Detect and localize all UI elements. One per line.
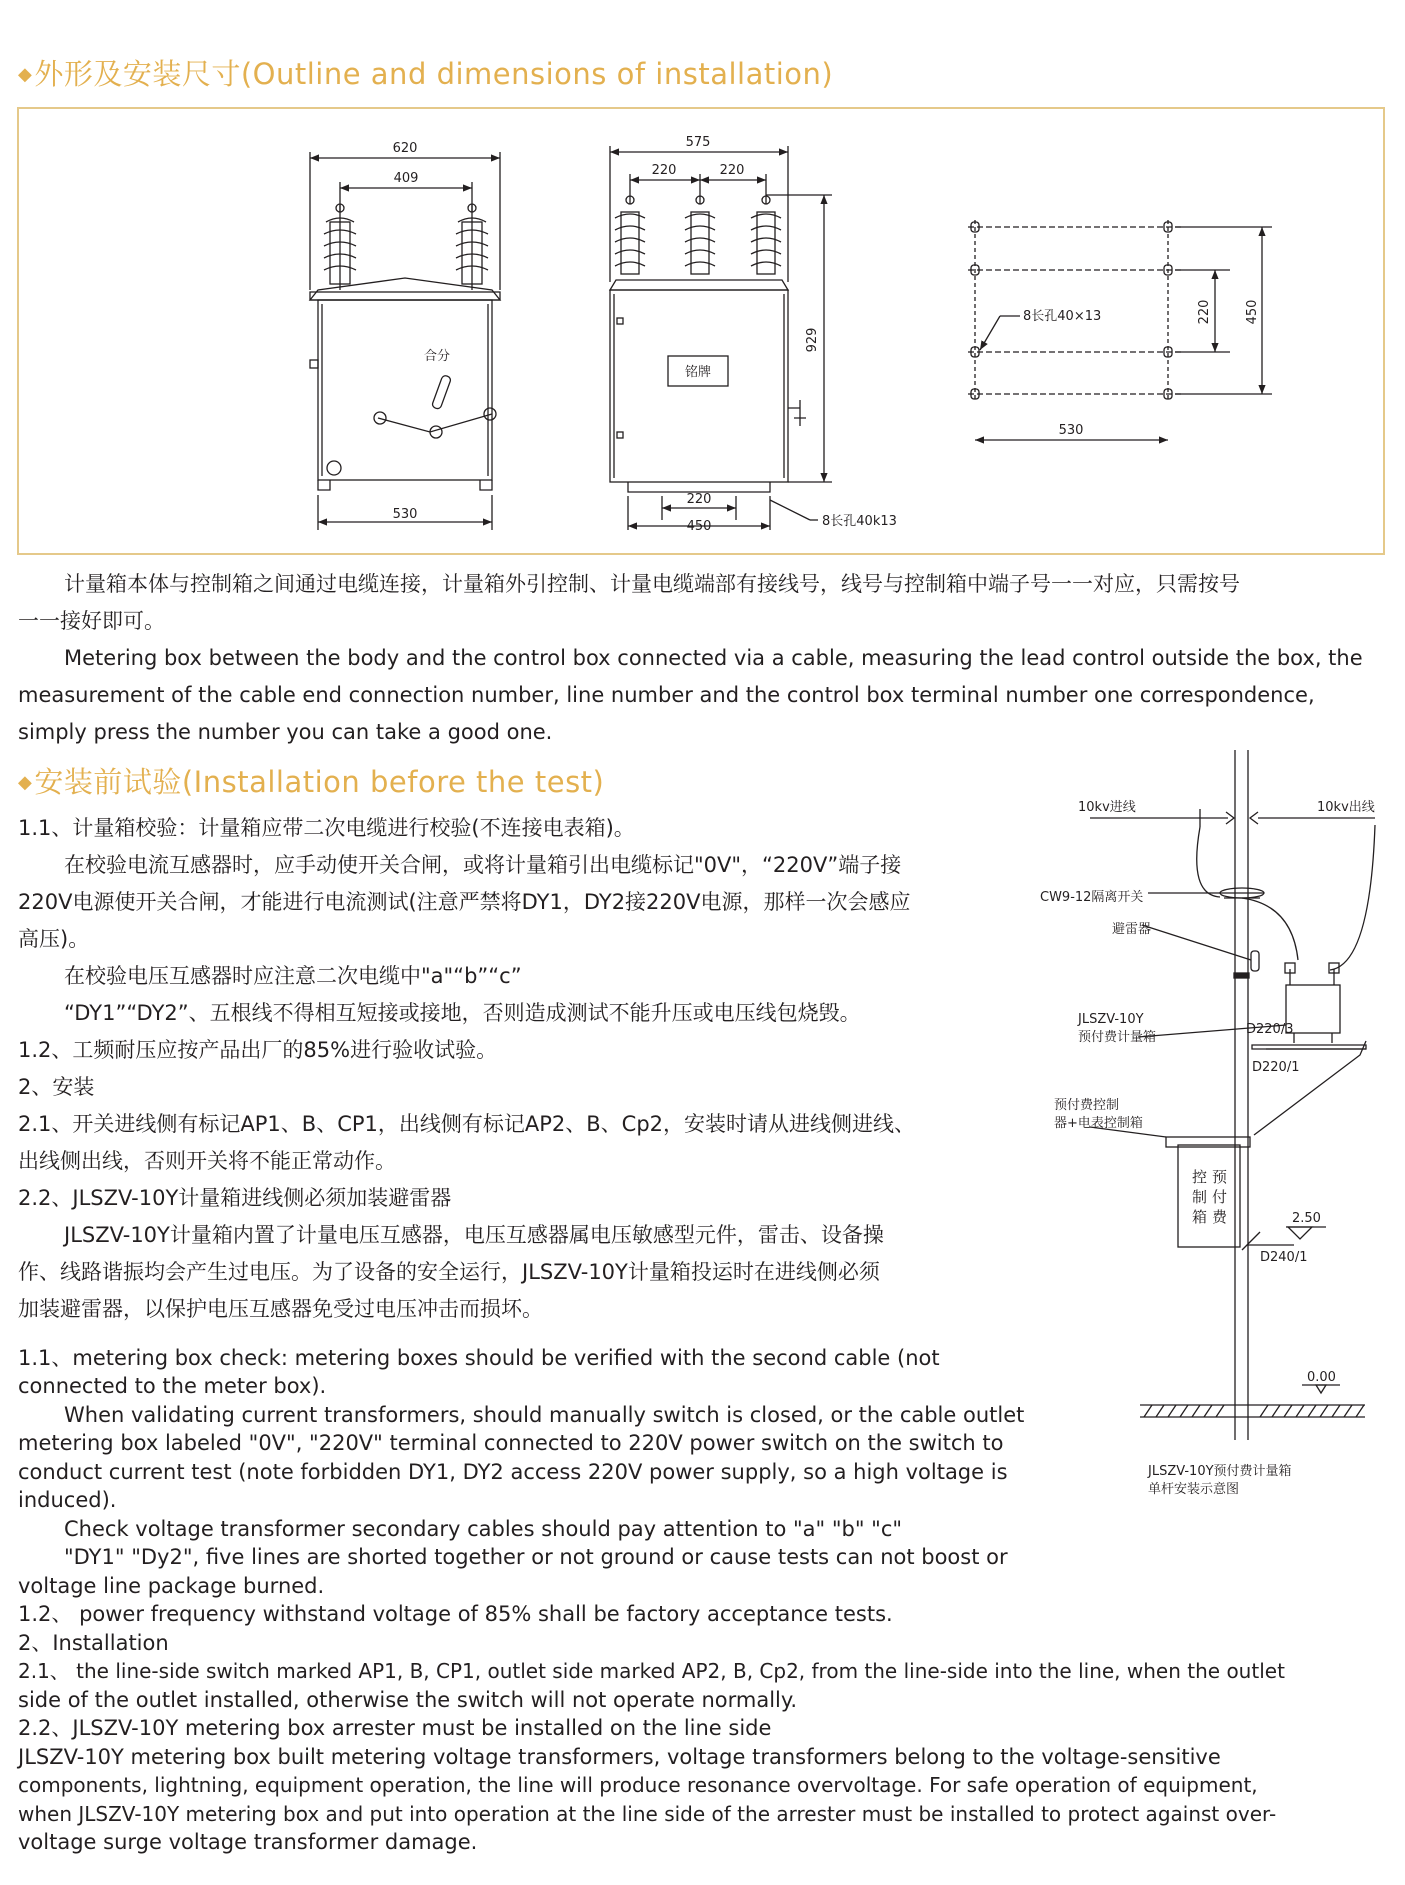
dim-plan-530: 530 (1058, 423, 1084, 438)
caption-line1: JLSZV-10Y预付费计量箱 (1148, 1464, 1292, 1479)
cn-line-9: 出线侧出线，否则开关将不能正常动作。 (18, 1149, 396, 1173)
dim-side-220-left: 220 (651, 163, 677, 178)
cn-line-5: “DY1”“DY2”、五根线不得相互短接或接地，否则造成测试不能升压或电压线包烧毁。 (64, 1001, 861, 1025)
en-line-13: 2.2、JLSZV-10Y metering box arrester must be installed on the line side (18, 1716, 772, 1740)
section-title-test-text: 安装前试验(Installation before the test) (34, 765, 605, 799)
label-incoming: 10kv进线 (1078, 800, 1136, 815)
cn-line-11: JLSZV-10Y计量箱内置了计量电压互感器，电压互感器属电压敏感型元件，雷击、设备操 (64, 1223, 884, 1247)
bushing-c (751, 196, 781, 274)
en-line-7: "DY1" "Dy2", five lines are shorted together or not ground or cause tests can not boost or (64, 1545, 1008, 1569)
section-title-test (18, 760, 604, 801)
bushing-right (456, 204, 488, 290)
label-d220-3: D220/3 (1246, 1022, 1294, 1037)
en-line-6: Check voltage transformer secondary cables should pay attention to "a" "b" "c" (64, 1517, 903, 1541)
dim-side-220-right: 220 (719, 163, 745, 178)
paragraph-en-1-line3: simply press the number you can take a good one. (18, 720, 553, 744)
cn-line-1: 在校验电流互感器时，应手动使开关合闸，或将计量箱引出电缆标记"0V"，“220V”端子接 (64, 853, 902, 877)
cn-line-4: 在校验电压互感器时应注意二次电缆中"a"“b”“c” (64, 964, 522, 988)
box-char-c2a: 预 (1212, 1168, 1228, 1186)
label-switch-on-off: 合分 (423, 349, 451, 364)
diamond-bullet-icon: ◆ (18, 772, 33, 793)
bushing-left (324, 204, 356, 290)
dim-side-450: 450 (686, 519, 712, 534)
label-arrester: 避雷器 (1112, 922, 1152, 937)
dim-plan-220: 220 (1197, 299, 1212, 325)
label-d240-1: D240/1 (1260, 1250, 1308, 1265)
box-char-c1b: 制 (1192, 1188, 1208, 1206)
dim-front-530: 530 (392, 507, 418, 522)
paragraph-en-1-line2: measurement of the cable end connection number, line number and the control box terminal number one correspondence, (18, 683, 1315, 707)
en-line-8: voltage line package burned. (18, 1574, 325, 1598)
label-ctrl-1: 预付费控制 (1054, 1098, 1120, 1113)
en-line-16: when JLSZV-10Y metering box and put into operation at the line side of the arrester must be installed to protect against over- (18, 1802, 1277, 1826)
label-meter-box-2: 预付费计量箱 (1078, 1030, 1157, 1045)
caption-line2: 单杆安装示意图 (1148, 1482, 1240, 1497)
en-line-10: 2、Installation (18, 1631, 169, 1655)
en-line-11: 2.1、 the line-side switch marked AP1, B, CP1, outlet side marked AP2, B, Cp2, from the line-side into the line, when the outlet (18, 1659, 1285, 1683)
label-level-250: 2.50 (1292, 1211, 1321, 1226)
hole-note-side: 8长孔40k13 (822, 514, 897, 529)
outline-drawings (0, 0, 1405, 560)
cn-line-13: 加装避雷器，以保护电压互感器免受过电压冲击而损坏。 (18, 1297, 543, 1321)
label-isolator: CW9-12隔离开关 (1040, 890, 1144, 905)
diamond-bullet-icon: ◆ (18, 64, 33, 85)
en-line-3: metering box labeled "0V", "220V" terminal connected to 220V power switch on the switch to (18, 1431, 1004, 1455)
label-d220-1: D220/1 (1252, 1060, 1300, 1075)
cn-line-10: 2.2、JLSZV-10Y计量箱进线侧必须加装避雷器 (18, 1186, 452, 1210)
box-char-c2c: 费 (1212, 1208, 1228, 1226)
en-line-0: 1.1、metering box check: metering boxes should be verified with the second cable (not (18, 1346, 940, 1370)
plan-view (968, 220, 1272, 440)
bushing-b (685, 196, 715, 274)
hole-note-plan: 8长孔40×13 (1023, 309, 1102, 324)
cn-line-6: 1.2、工频耐压应按产品出厂的85%进行验收试验。 (18, 1038, 498, 1062)
en-line-17: voltage surge voltage transformer damage. (18, 1830, 478, 1854)
en-line-5: induced). (18, 1488, 117, 1512)
en-line-9: 1.2、 power frequency withstand voltage of 85% shall be factory acceptance tests. (18, 1602, 893, 1626)
paragraph-en-1-line1: Metering box between the body and the control box connected via a cable, measuring the lead control outside the box, the (64, 646, 1363, 670)
side-view (610, 146, 832, 530)
cn-line-0: 1.1、计量箱校验：计量箱应带二次电缆进行校验(不连接电表箱)。 (18, 816, 635, 840)
paragraph-cn-1-line2: 一一接好即可。 (18, 609, 165, 633)
cn-line-12: 作、线路谐振均会产生过电压。为了设备的安全运行，JLSZV-10Y计量箱投运时在进线侧必须 (18, 1260, 880, 1284)
en-line-12: side of the outlet installed, otherwise the switch will not operate normally. (18, 1688, 797, 1712)
en-line-2: When validating current transformers, should manually switch is closed, or the cable outlet (64, 1403, 1025, 1427)
en-line-15: components, lightning, equipment operation, the line will produce resonance overvoltage. For safe operation of equipment, (18, 1773, 1258, 1797)
en-line-14: JLSZV-10Y metering box built metering voltage transformers, voltage transformers belong to the voltage-sensitive (18, 1745, 1221, 1769)
dim-plan-450: 450 (1245, 299, 1260, 325)
label-meter-box-1: JLSZV-10Y (1078, 1012, 1144, 1027)
label-ctrl-2: 器+电表控制箱 (1054, 1116, 1143, 1131)
dim-side-220-bottom: 220 (686, 492, 712, 507)
dim-side-929: 929 (805, 327, 820, 353)
box-char-c1a: 控 (1192, 1168, 1208, 1186)
pole-install-diagram (1030, 745, 1405, 1520)
en-line-4: conduct current test (note forbidden DY1, DY2 access 220V power supply, so a high voltage is (18, 1460, 1008, 1484)
cn-line-7: 2、安装 (18, 1075, 95, 1099)
box-char-c2b: 付 (1212, 1188, 1228, 1206)
dim-side-575: 575 (685, 135, 711, 150)
label-level-000: 0.00 (1307, 1370, 1336, 1385)
section-title-outline-text: 外形及安装尺寸(Outline and dimensions of installation) (34, 57, 834, 91)
cn-line-3: 高压)。 (18, 927, 90, 951)
nameplate-label: 铭牌 (684, 365, 712, 380)
front-view (310, 152, 500, 530)
cn-line-2: 220V电源使开关合闸，才能进行电流测试(注意严禁将DY1，DY2接220V电源，那样一次会感应 (18, 890, 911, 914)
paragraph-cn-1-line1: 计量箱本体与控制箱之间通过电缆连接，计量箱外引控制、计量电缆端部有接线号，线号与控制箱中端子号一一对应，只需按号 (64, 572, 1240, 596)
bushing-a (615, 196, 645, 274)
dim-front-409: 409 (393, 171, 419, 186)
dim-front-620: 620 (392, 141, 418, 156)
label-outgoing: 10kv出线 (1317, 800, 1375, 815)
cn-line-8: 2.1、开关进线侧有标记AP1、B、CP1，出线侧有标记AP2、B、Cp2，安装时请从进线侧进线、 (18, 1112, 916, 1136)
en-line-1: connected to the meter box). (18, 1374, 327, 1398)
box-char-c1c: 箱 (1192, 1208, 1208, 1226)
